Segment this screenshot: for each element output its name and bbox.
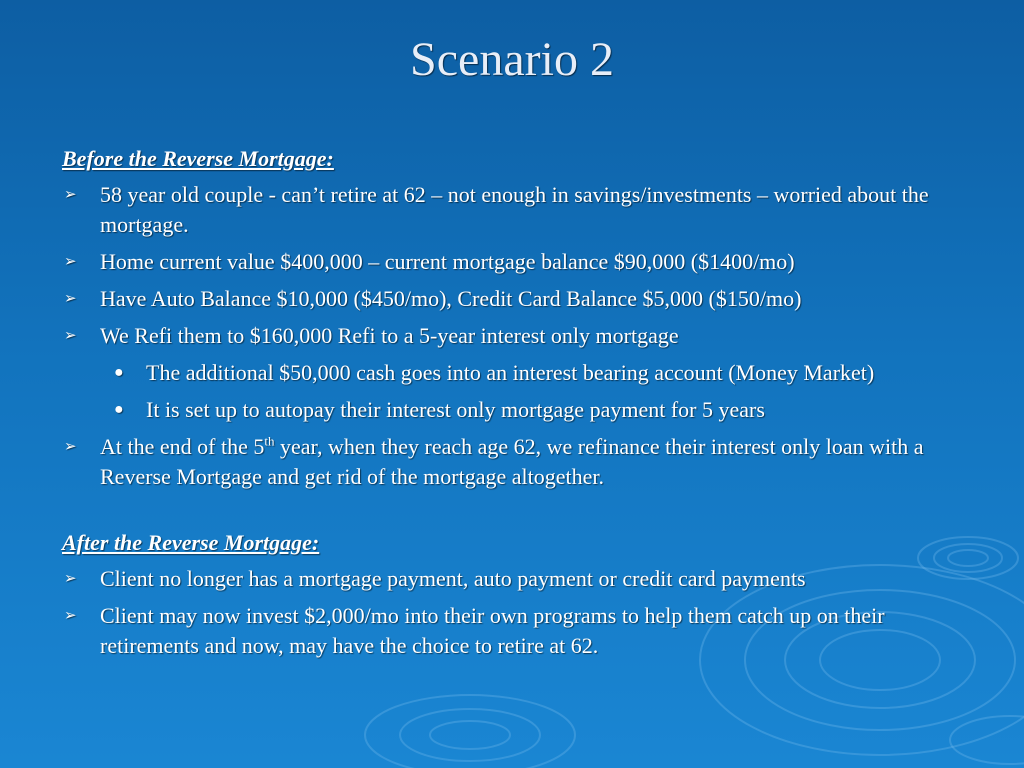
arrow-bullet-icon: ➢ bbox=[64, 608, 77, 624]
arrow-bullet-icon: ➢ bbox=[64, 571, 77, 587]
arrow-bullet-icon: ➢ bbox=[64, 439, 77, 455]
sub-bullet-text: The additional $50,000 cash goes into an interest bearing account (Money Market) bbox=[146, 360, 875, 385]
ordinal-superscript: th bbox=[264, 433, 275, 449]
slide-body bbox=[62, 144, 962, 668]
bullet-item bbox=[62, 247, 962, 277]
dot-bullet-icon: ● bbox=[114, 401, 124, 418]
dot-bullet-icon: ● bbox=[114, 364, 124, 381]
bullet-text: At the end of the 5th year, when they reach age 62, we refinance their interest only loan with a Reverse Mortgage and get rid of the mortgage altogether. bbox=[100, 433, 924, 489]
arrow-bullet-icon: ➢ bbox=[64, 187, 77, 203]
arrow-bullet-icon: ➢ bbox=[64, 328, 77, 344]
bullet-text: Have Auto Balance $10,000 ($450/mo), Credit Card Balance $5,000 ($150/mo) bbox=[100, 286, 802, 311]
arrow-bullet-icon: ➢ bbox=[64, 254, 77, 270]
sub-bullet-item bbox=[62, 395, 962, 425]
bullet-text: Client may now invest $2,000/mo into their own programs to help them catch up on their retirements and now, may have the choice to retire at 62. bbox=[100, 603, 885, 658]
arrow-bullet-icon: ➢ bbox=[64, 291, 77, 307]
after-heading: After the Reverse Mortgage: bbox=[62, 530, 320, 555]
bullet-item bbox=[62, 432, 962, 492]
slide-title: Scenario 2 bbox=[410, 33, 614, 86]
bullet-item bbox=[62, 601, 962, 661]
bullet-item bbox=[62, 564, 962, 594]
bullet-item bbox=[62, 321, 962, 351]
sub-bullet-item bbox=[62, 358, 962, 388]
sub-bullet-text: It is set up to autopay their interest only mortgage payment for 5 years bbox=[146, 397, 765, 422]
bullet-text: We Refi them to $160,000 Refi to a 5-year interest only mortgage bbox=[100, 323, 679, 348]
bullet-item bbox=[62, 180, 962, 240]
bullet-text: Home current value $400,000 – current mortgage balance $90,000 ($1400/mo) bbox=[100, 249, 795, 274]
before-heading: Before the Reverse Mortgage: bbox=[62, 146, 334, 171]
bullet-text: 58 year old couple - can’t retire at 62 – not enough in savings/investments – worried about the mortgage. bbox=[100, 182, 929, 237]
bullet-text: Client no longer has a mortgage payment, auto payment or credit card payments bbox=[100, 566, 806, 591]
bullet-item bbox=[62, 284, 962, 314]
